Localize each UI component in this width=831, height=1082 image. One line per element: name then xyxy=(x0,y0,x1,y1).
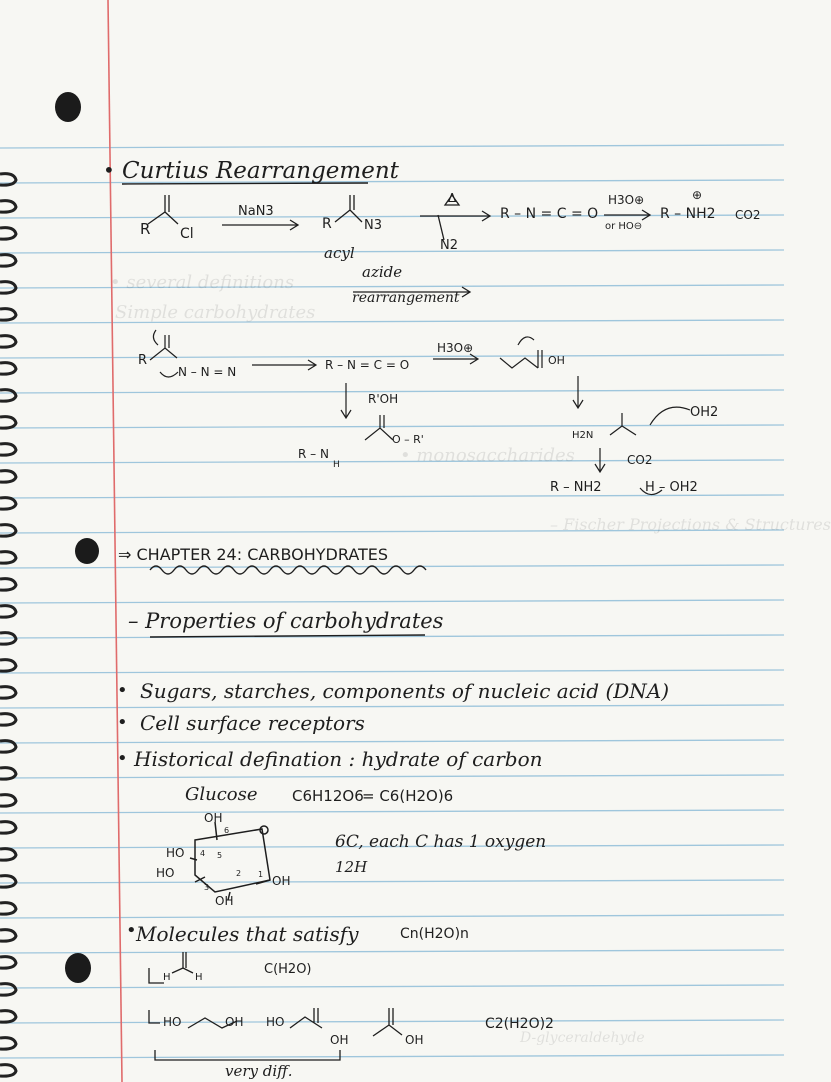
ring-number-1: 1 xyxy=(258,870,264,879)
mech-h2n: H2N xyxy=(572,430,594,441)
punch-hole-middle xyxy=(75,538,99,564)
heat-symbol: Δ xyxy=(448,191,457,205)
bullet: • xyxy=(117,680,128,701)
ring-oh-top: OH xyxy=(204,811,223,825)
molecules-formula: Cn(H2O)n xyxy=(400,926,469,942)
ring-ho-1: HO xyxy=(166,846,185,860)
formaldehyde-h-right: H xyxy=(195,972,203,983)
leaving-group: Cl xyxy=(180,226,194,242)
mech-h-oh2: H – OH2 xyxy=(645,480,698,495)
formaldehyde-formula: C(H2O) xyxy=(264,962,312,977)
mech-oh2: OH2 xyxy=(690,405,719,420)
ex2-ho-1: HO xyxy=(163,1015,182,1029)
punch-hole-bottom xyxy=(65,953,91,983)
rearrangement-label: rearrangement xyxy=(352,290,460,306)
very-diff-label: very diff. xyxy=(225,1062,293,1080)
mech-carbamate-tail: O – R' xyxy=(392,433,424,446)
chapter-title: ⇒ CHAPTER 24: CARBOHYDRATES xyxy=(118,545,389,564)
ghost-text: Simple carbohydrates xyxy=(115,302,316,323)
azide-r: R xyxy=(322,216,332,232)
mech-amine: R – NH2 xyxy=(550,480,602,495)
amine-product: R – NH2 xyxy=(660,206,716,222)
ghost-text: – Fischer Projections & Structures xyxy=(550,515,831,534)
reagent-nan3: NaN3 xyxy=(238,204,274,219)
curtius-heading: Curtius Rearrangement xyxy=(122,158,399,184)
bullet-sugars: Sugars, starches, components of nucleic acid (DNA) xyxy=(140,679,670,703)
ring-number-4: 4 xyxy=(200,849,206,858)
punch-hole-top xyxy=(55,92,81,122)
or-label: or HO⊖ xyxy=(605,221,643,232)
ring-number-6: 6 xyxy=(224,826,230,835)
bullet: • xyxy=(103,158,115,182)
glucose-label: Glucose xyxy=(185,784,258,805)
h3o-label: H3O⊕ xyxy=(608,193,645,207)
ghost-text: • several definitions xyxy=(110,272,295,293)
ring-oh-bottom: OH xyxy=(215,894,234,908)
mech-roh: R'OH xyxy=(368,392,399,406)
mech-oh: OH xyxy=(548,354,565,367)
molecules-text: Molecules that satisfy xyxy=(136,922,359,946)
properties-subtitle: – Properties of carbohydrates xyxy=(128,609,444,633)
ex2-formula: C2(H2O)2 xyxy=(485,1016,554,1032)
isocyanate: R – N = C = O xyxy=(500,206,599,222)
ex2-oh-3: OH xyxy=(405,1033,424,1047)
glucose-formula-hydrate: = C6(H2O)6 xyxy=(362,787,454,805)
mech-co2: CO2 xyxy=(627,453,653,467)
co2-product: CO2 xyxy=(735,208,761,222)
mech-h3o: H3O⊕ xyxy=(437,341,474,355)
plus-charge: ⊕ xyxy=(692,188,703,202)
reactant-r: R xyxy=(140,220,151,238)
ghost-text: • monosaccharides xyxy=(400,445,575,466)
ring-ho-2: HO xyxy=(156,866,175,880)
azide-label-acyl: acyl xyxy=(324,244,355,262)
mech-isocyanate: R – N = C = O xyxy=(325,358,410,372)
mech-h: H xyxy=(333,460,340,470)
ghost-text: D-glyceraldehyde xyxy=(520,1030,645,1046)
mech-carbamate: R – N xyxy=(298,447,329,461)
ring-number-2: 2 xyxy=(236,869,242,878)
glucose-note-oxygen: 6C, each C has 1 oxygen xyxy=(335,832,547,852)
n2-gas: N2 xyxy=(440,238,458,253)
bullet-historical: Historical defination : hydrate of carbon xyxy=(134,747,543,771)
formaldehyde-h-left: H xyxy=(163,972,171,983)
glucose-formula: C6H12O6 xyxy=(292,787,364,805)
glucose-note-hydrogen: 12H xyxy=(335,858,368,876)
ring-number-3: 3 xyxy=(204,883,210,892)
mech-r: R xyxy=(138,353,148,368)
ex2-oh-1: OH xyxy=(225,1015,244,1029)
bullet-cell-surface: Cell surface receptors xyxy=(140,711,365,735)
mech-nnn: N – N = N xyxy=(178,365,237,379)
bullet: • xyxy=(117,712,128,733)
bullet: • xyxy=(126,920,137,941)
azide-label-azide: azide xyxy=(362,263,403,281)
ex2-ho-2: HO xyxy=(266,1015,285,1029)
azide-group: N3 xyxy=(364,218,382,233)
ring-oh-right: OH xyxy=(272,874,291,888)
bullet: • xyxy=(117,748,128,769)
ring-number-5: 5 xyxy=(217,851,223,860)
ex2-oh-2: OH xyxy=(330,1033,349,1047)
